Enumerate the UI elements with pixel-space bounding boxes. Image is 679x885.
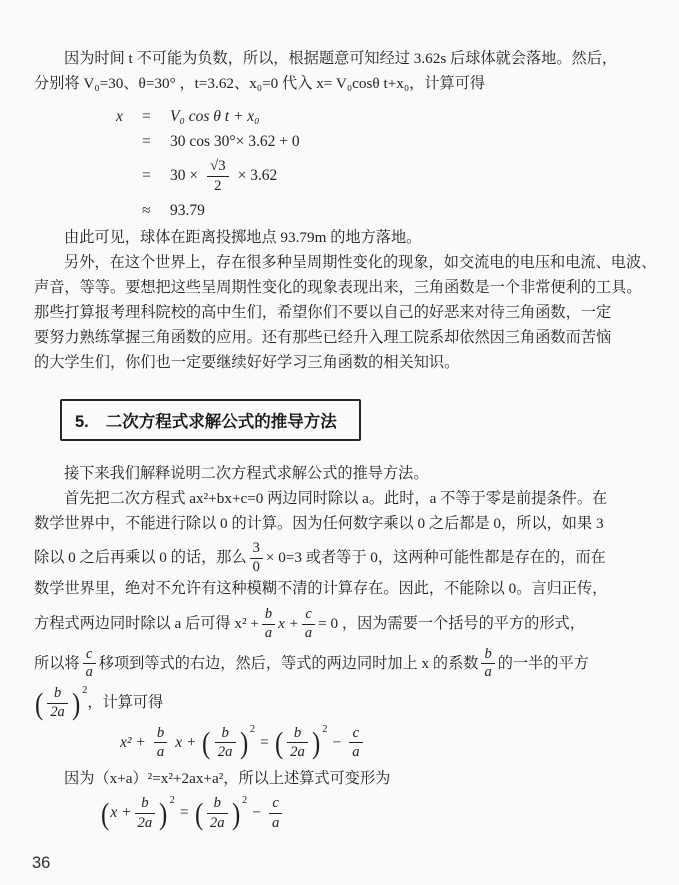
fraction-b-over-a: $\frac{b}{a}$ xyxy=(262,607,275,642)
section-title: 二次方程式求解公式的推导方法 xyxy=(105,413,337,431)
eq-rhs: 30 cos 30°× 3.62 + 0 xyxy=(170,132,300,150)
section-heading xyxy=(60,399,361,441)
fraction-b-over-2a: $\frac{b}{2a}$ xyxy=(215,725,236,760)
fraction-c-over-a: $\frac{c}{a}$ xyxy=(269,795,282,830)
page-number: 36 xyxy=(32,854,51,872)
squared-paren-x-plus-b-over-2a: ( x + $\frac{b}{2a}$ ) 2 xyxy=(101,794,175,831)
left-paren: ( xyxy=(35,686,44,722)
equation-row xyxy=(116,129,649,154)
right-paren: ) xyxy=(159,795,168,831)
fraction-b-over-2a: $\frac{b}{2a}$ xyxy=(135,795,156,830)
minus-sign: − xyxy=(252,804,261,822)
fraction-b-over-a: $\frac{b}{a}$ xyxy=(154,725,167,760)
para-projectile-line2: 分别将 V₀=30、θ=30° ，t=3.62、x₀=0 代入 x= V₀cosθ t+x₀，计算可得 xyxy=(34,75,486,92)
fraction-3-over-0: $\frac{3}{0}$ xyxy=(250,541,263,576)
fraction-c-over-a: $\frac{c}{a}$ xyxy=(83,647,96,682)
fraction-c-over-a: $\frac{c}{a}$ xyxy=(349,725,362,760)
minus-sign: − xyxy=(332,733,342,751)
para-divide-line4: 数学世界里，绝对不允许有这种模糊不清的计算存在。因此，不能除以 0。言归正传， xyxy=(34,579,608,597)
para-periodic-line2: 声音，等等。要想把这些呈周期性变化的现象表现出来，三角函数是一个非常便利的工具。 xyxy=(34,279,642,296)
equation-complete-square: x² + $\frac{b}{a}$ x + ( $\frac{b}{2a}$ ) 2 = ( $\frac{b}{2a}$ ) 2 − $\frac{c}{a}$ xyxy=(120,725,649,760)
para-transform-line1: 方程式两边同时除以 a 后可得 x² + $\frac{b}{a}$ x + $\frac{c}{a}$ = 0 ，因为需要一个括号的平方的形式， xyxy=(34,605,585,641)
eq-rhs: 93.79 xyxy=(170,201,205,219)
right-paren: ) xyxy=(239,725,248,761)
fraction-b-over-2a: $\frac{b}{2a}$ xyxy=(207,795,228,830)
para-divide-line2: 数学世界中，不能进行除以 0 的计算。因为任何数字乘以 0 之后都是 0，所以，如果 3 xyxy=(34,515,604,532)
section-number: 5. xyxy=(75,413,89,431)
para-projectile-line1: 因为时间 t 不可能为负数，所以，根据题意可知经过 3.62s 后球体就会落地。然后， xyxy=(64,50,618,67)
right-paren: ) xyxy=(311,725,321,761)
superscript-2: 2 xyxy=(322,724,328,736)
right-paren: ) xyxy=(231,795,240,831)
eq-rhs-pre: 30 × xyxy=(170,167,199,184)
eq-rhs: V₀ cos θ t + x₀ xyxy=(170,107,260,125)
equation-row xyxy=(116,198,649,223)
superscript-2: 2 xyxy=(249,724,256,736)
para-transform-line3: ( $\frac{b}{2a}$ ) 2 ，计算可得 xyxy=(34,686,649,721)
fraction-b-over-a: $\frac{b}{a}$ xyxy=(481,647,494,682)
para-divide-line1: 首先把二次方程式 ax²+bx+c=0 两边同时除以 a。此时，a 不等于零是前提条件。在 xyxy=(64,490,608,507)
para-periodic-line5: 的大学生们，你们也一定要继续好好学习三角函数的相关知识。 xyxy=(34,354,460,371)
equals-sign: = xyxy=(142,132,151,150)
squared-paren-b-over-2a xyxy=(201,725,255,760)
equals-sign: = xyxy=(260,733,269,751)
left-paren: ( xyxy=(194,795,203,831)
eq-lhs: x xyxy=(116,107,123,125)
equation-row xyxy=(116,154,649,198)
left-paren: ( xyxy=(202,725,211,761)
para-periodic-line4: 要努力熟练掌握三角函数的应用。还有那些已经升入理工院系却依然因三角函数而苦恼 xyxy=(34,329,612,346)
left-paren: ( xyxy=(101,795,110,831)
equation-projectile xyxy=(116,104,649,223)
para-periodic-line1: 另外，在这个世界上，存在很多种呈周期性变化的现象，如交流电的电压和电流、电波、 xyxy=(64,254,657,271)
equals-sign: = xyxy=(142,167,151,184)
fraction-c-over-a: $\frac{c}{a}$ xyxy=(302,607,315,642)
superscript-2: 2 xyxy=(82,685,88,697)
approx-sign: ≈ xyxy=(142,201,151,219)
para-divide-line3: 除以 0 之后再乘以 0 的话，那么 $\frac{3}{0}$ × 0=3 或者等于 0，这两种可能性都是存在的，而在 xyxy=(34,540,606,575)
para-landing: 由此可见，球体在距离投掷地点 93.79m 的地方落地。 xyxy=(64,229,422,246)
para-expand: 因为（x+a）²=x²+2ax+a²，所以上述算式可变形为 xyxy=(64,770,391,788)
fraction-sqrt3-over-2: $\frac{√3}{2}$ xyxy=(207,158,228,193)
eq-rhs-post: × 3.62 xyxy=(237,167,278,184)
equals-sign: = xyxy=(142,107,151,125)
superscript-2: 2 xyxy=(169,794,175,806)
equation-row xyxy=(116,104,649,129)
left-paren: ( xyxy=(274,725,284,761)
para-intro: 接下来我们解释说明二次方程式求解公式的推导方法。 xyxy=(64,465,429,482)
fraction-b-over-2a: $\frac{b}{2a}$ xyxy=(287,725,308,760)
squared-paren-b-over-2a xyxy=(194,795,248,830)
para-transform-line2: 所以将 $\frac{c}{a}$ 移项到等式的右边，然后，等式的两边同时加上 x 的系数 $\frac{b}{a}$ 的一半的平方 xyxy=(34,645,589,681)
squared-paren-b-over-2a xyxy=(34,686,87,721)
fraction-b-over-2a: $\frac{b}{2a}$ xyxy=(47,686,67,721)
superscript-2: 2 xyxy=(241,794,248,806)
right-paren: ) xyxy=(71,686,81,722)
squared-paren-b-over-2a xyxy=(274,725,328,760)
equals-sign: = xyxy=(179,804,189,822)
equation-final xyxy=(100,795,649,830)
para-periodic-line3: 那些打算报考理科院校的高中生们，希望你们不要以自己的好恶来对待三角函数，一定 xyxy=(34,304,612,321)
